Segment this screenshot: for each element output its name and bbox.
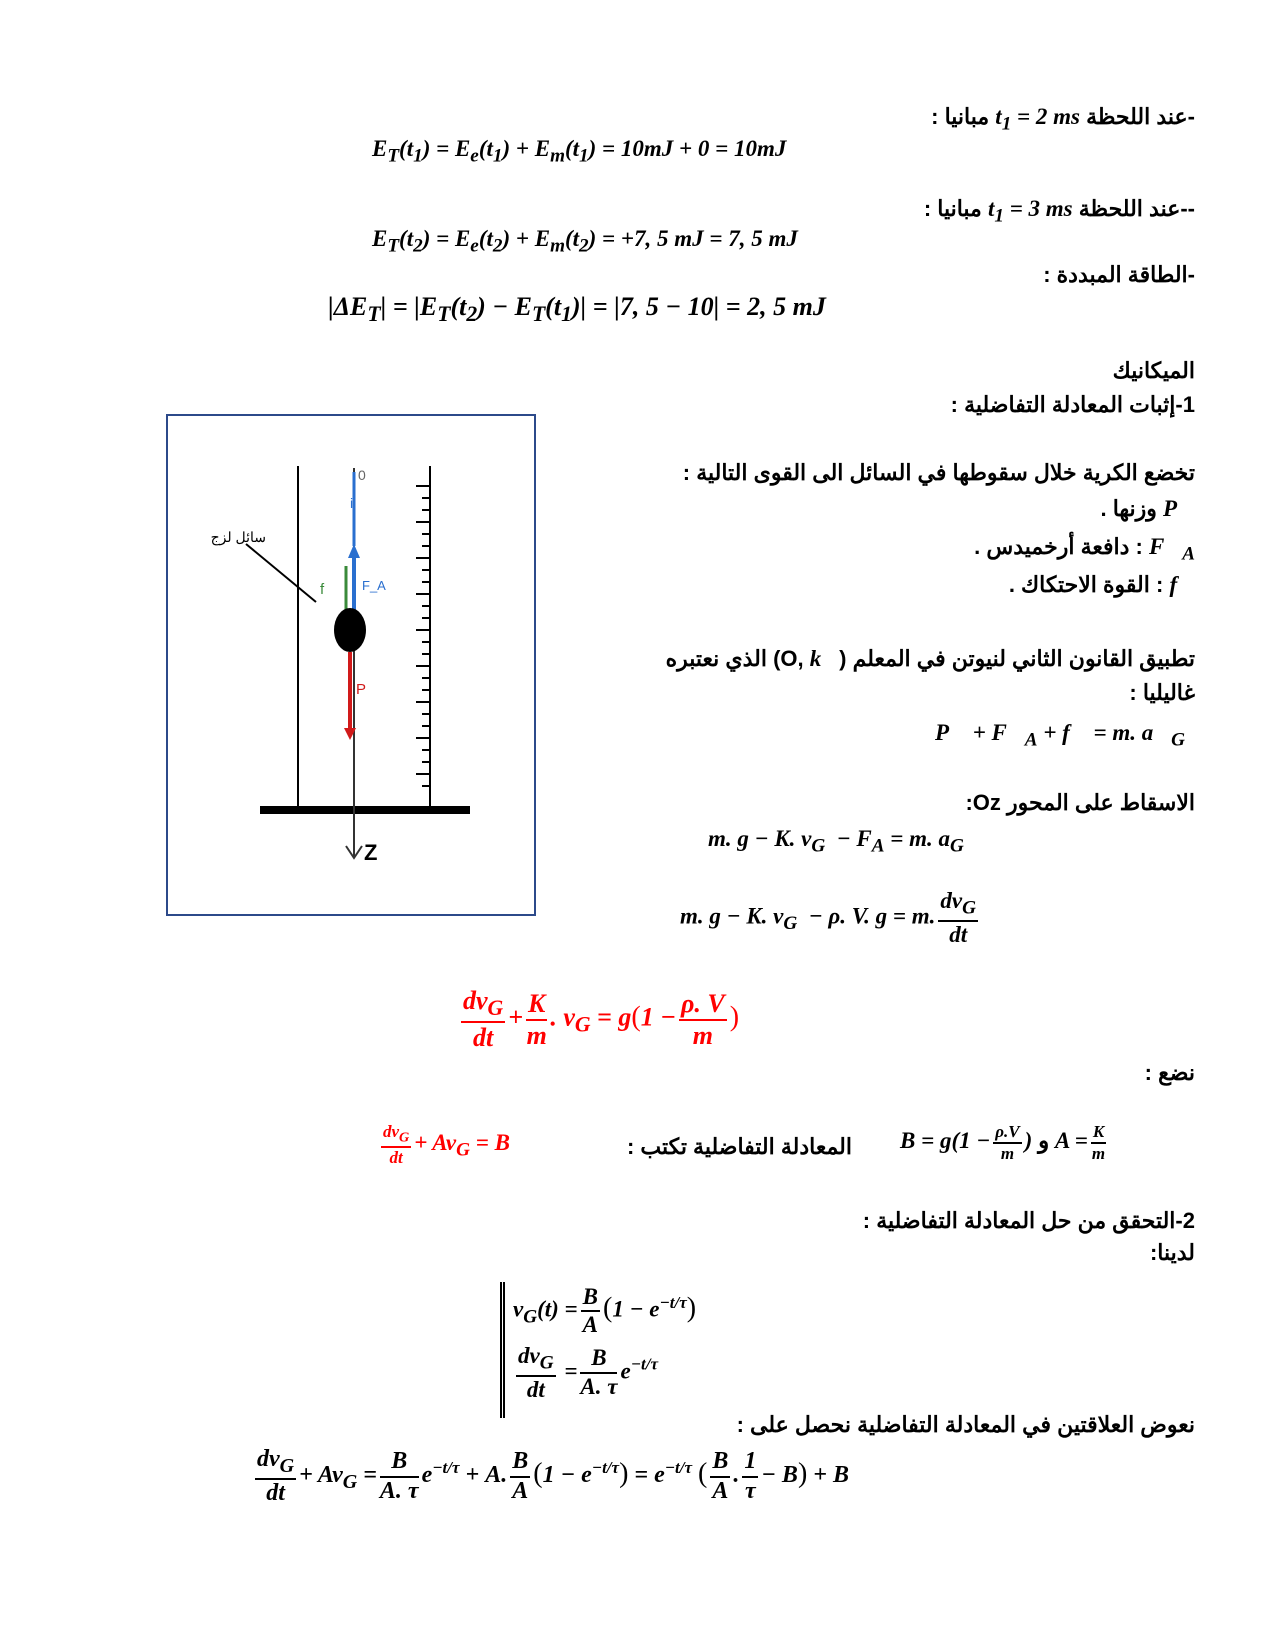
t2-eq: $E_T(t_2) = E_e(t_2) + E_m(t_2) = +7$, 5 mJ = 7, 5 mJ xyxy=(372,226,798,257)
solution-system xyxy=(500,1282,696,1418)
force-friction: f⃗ : القوة الاحتكاك . xyxy=(1008,572,1195,597)
question-1: 1-إثبات المعادلة التفاضلية : xyxy=(950,392,1195,417)
newton-line-2: غاليليا : xyxy=(1129,680,1195,705)
we-have-label: لدينا: xyxy=(1149,1240,1195,1265)
final-eq: $\frac{dv_G}{dt}$ + $Av_G$ = $\frac{B}{A. \tau}$ $e^{-t/\tau} + A$. $\frac{B}{A}$ $(1 - e^{-t/\tau}) = e^{-t/\tau}$ ( $\frac{B}{A}$ . $\frac{1}{\tau}$ − B) + B xyxy=(257,1446,849,1506)
projection-eq-1: m. g − K. $v_G - F_A = m$. $a_G$ xyxy=(708,826,964,857)
t2-heading: --عند اللحظة $t_1 = 3$ ms مبانيا : xyxy=(923,196,1195,227)
axis-origin-label: 0 xyxy=(358,467,366,483)
figure-svg xyxy=(168,416,534,914)
vector-i-label: i xyxy=(350,495,354,511)
liquid-label: سائل لزج xyxy=(210,529,266,545)
system-eq-1: $v_G(t)$ = $\frac{B}{A}$ $(1 - e^{-t/\tau})$ xyxy=(513,1284,697,1338)
question-2: 2-التحقق من حل المعادلة التفاضلية : xyxy=(862,1208,1195,1233)
force-archimedes: $F⃗_A$ : دافعة أرخميدس . xyxy=(974,534,1195,565)
t1-eq: $E_T(t_1) = E_e(t_1) + E_m(t_1) = 10mJ + 0 = 10mJ$ xyxy=(372,136,787,167)
t1-heading: -عند اللحظة $t_1 = 2$ ms مبانيا : xyxy=(931,104,1195,135)
vector-fa-label: F_A xyxy=(362,578,386,593)
z-axis-label: Z xyxy=(364,840,378,865)
red-differential-eq: $\frac{dv_G}{dt}$ + $\frac{K}{m}$ . $v_G = g(1$ − $\frac{\rho. V}{m}$ ) xyxy=(463,986,740,1053)
vector-f-label: f xyxy=(320,581,325,598)
label-pointer xyxy=(246,544,316,602)
mechanics-title: الميكانيك xyxy=(1112,358,1195,383)
dissipated-heading: -الطاقة المبددة : xyxy=(1043,262,1195,287)
force-weight: P⃗ وزنها . xyxy=(1100,496,1195,521)
projection-heading: الاسقاط على المحور Oz: xyxy=(965,790,1195,815)
graduations xyxy=(416,486,430,786)
forces-intro: تخضع الكرية خلال سقوطها في السائل الى القوى التالية : xyxy=(682,460,1195,485)
substitute-label: نعوض العلاقتين في المعادلة التفاضلية نحصل على : xyxy=(736,1412,1195,1437)
set-label: نضع : xyxy=(1144,1060,1195,1085)
vector-p-label: P xyxy=(356,681,367,698)
red-differential-eq-2: $\frac{dv_G}{dt}$ + $Av_G = B$ xyxy=(383,1122,510,1167)
base-plate xyxy=(260,806,470,814)
newton-line-1: تطبيق القانون الثاني لنيوتن في المعلم (O, k⃗) الذي نعتبره xyxy=(665,646,1195,671)
newton-eq: P⃗ + $F⃗_A$ + f⃗ = m. $a⃗_G$ xyxy=(935,720,1185,751)
definition-eq: B = g(1 − $\frac{\rho.V}{m}$ ) و A = $\frac{K}{m}$ xyxy=(900,1122,1106,1163)
falling-ball-figure xyxy=(166,414,536,916)
vector-fa-head xyxy=(348,544,360,558)
system-eq-2: $\frac{dv_G}{dt}$ = $\frac{B}{A. \tau}$ $e^{-t/\tau}$ xyxy=(518,1342,658,1402)
ball xyxy=(334,608,366,652)
dissipated-eq: $|\Delta E_T| = |E_T(t_2) - E_T(t_1)| = |7$, 5 − 10| = 2, 5 mJ xyxy=(328,292,826,327)
diff-written-label: المعادلة التفاضلية تكتب : xyxy=(626,1134,852,1159)
projection-eq-2: m. g − K. $v_G - \rho$. V. g = m. $\frac{dv_G}{dt}$ xyxy=(680,888,976,947)
